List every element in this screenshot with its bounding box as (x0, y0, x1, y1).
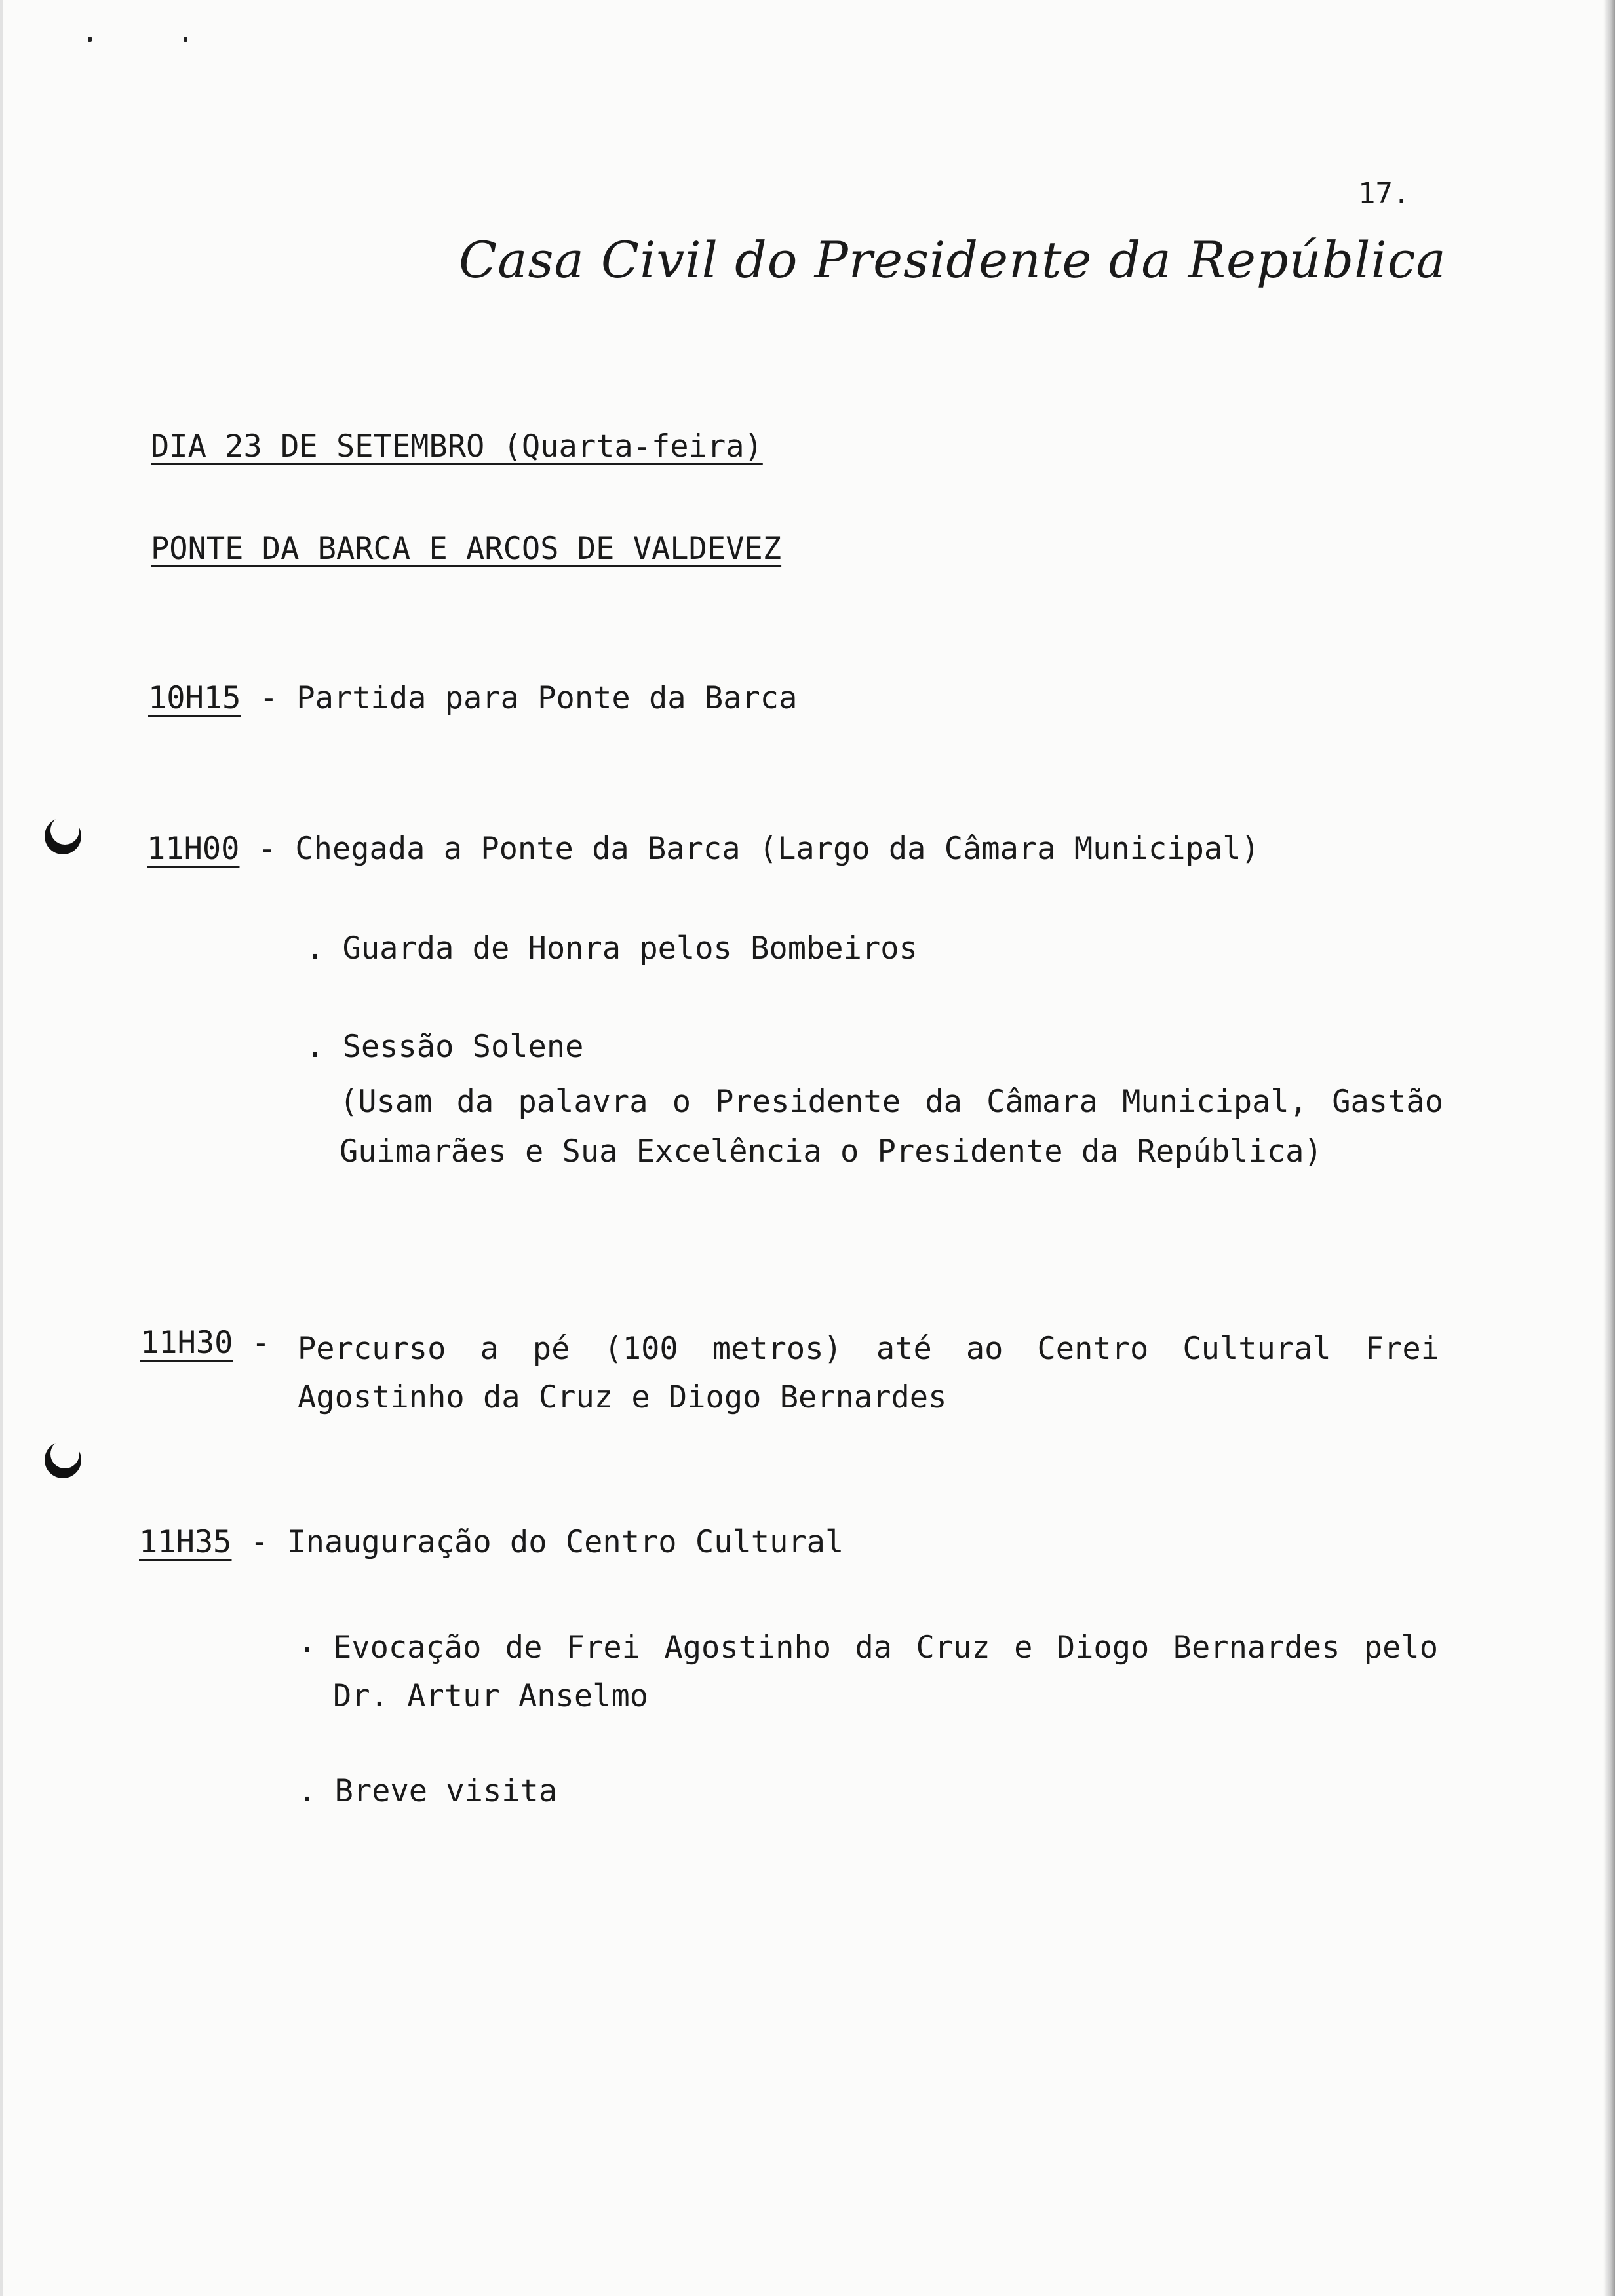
subitem-text: Sessão Solene (342, 1029, 584, 1065)
page-number: 17. (1358, 177, 1411, 210)
schedule-item (148, 680, 797, 716)
subitem-text: Breve visita (334, 1773, 558, 1809)
bullet: . (305, 1029, 324, 1065)
schedule-item (139, 1524, 844, 1560)
time-label: 11H35 (139, 1524, 232, 1560)
subitem (305, 930, 918, 966)
subitem-text: Guarda de Honra pelos Bombeiros (342, 930, 918, 966)
separator: - (250, 1524, 269, 1560)
subitem (298, 1773, 557, 1809)
separator: - (259, 680, 279, 716)
item-text: Inauguração do Centro Cultural (287, 1524, 844, 1560)
time-label-row (140, 1325, 270, 1361)
time-label: 11H30 (140, 1325, 233, 1361)
separator: - (258, 831, 277, 867)
letterhead: Casa Civil do Presidente da República (459, 231, 1447, 289)
time-label: 11H00 (147, 831, 240, 867)
bullet: . (305, 930, 324, 966)
location-heading: PONTE DA BARCA E ARCOS DE VALDEVEZ (151, 531, 782, 567)
separator: - (251, 1325, 271, 1361)
bullet: . (298, 1624, 317, 1660)
item-text: Partida para Ponte da Barca (296, 680, 798, 716)
subitem (305, 1029, 583, 1065)
time-label: 10H15 (148, 680, 241, 716)
scan-edge-right (1603, 0, 1615, 2296)
bullet: . (298, 1773, 317, 1809)
scan-speck (184, 37, 187, 42)
date-heading: DIA 23 DE SETEMBRO (Quarta-feira) (151, 429, 763, 465)
punch-hole (45, 1442, 81, 1478)
subitem-detail: (Usam da palavra o Presidente da Câmara Municipal, Gastão Guimarães e Sua Excelência o Presidente da República) (340, 1084, 1443, 1170)
punch-hole (45, 818, 81, 854)
schedule-item (147, 831, 1260, 867)
scan-edge-left (0, 0, 3, 2296)
item-text: Chegada a Ponte da Barca (Largo da Câmara Municipal) (295, 831, 1260, 867)
subitem-text: Evocação de Frei Agostinho da Cruz e Diogo Bernardes pelo Dr. Artur Anselmo (333, 1630, 1438, 1714)
scan-speck (88, 37, 92, 42)
item-text: Percurso a pé (100 metros) até ao Centro Cultural Frei Agostinho da Cruz e Diogo Bernardes (298, 1331, 1439, 1415)
